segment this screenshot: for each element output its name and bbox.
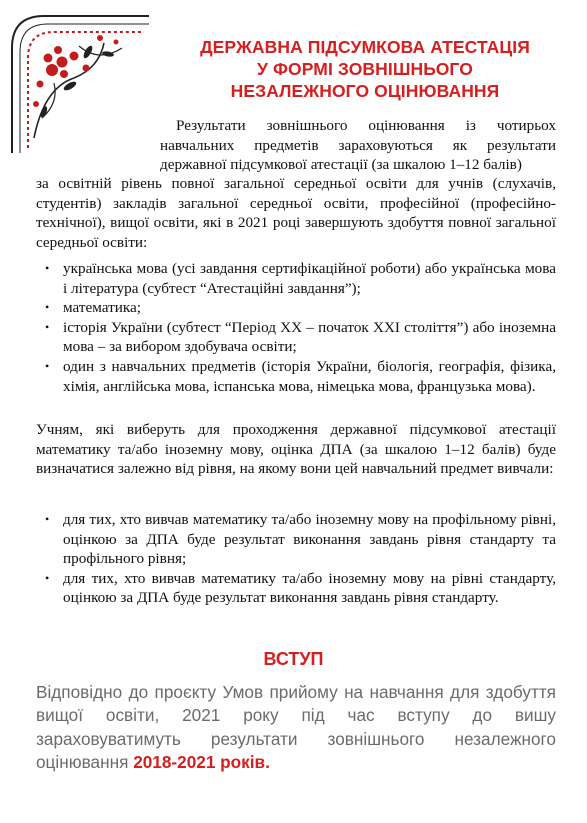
bullet-icon: • xyxy=(45,570,50,585)
bullet-icon: • xyxy=(45,512,50,526)
list-item: • математика; xyxy=(45,299,141,317)
intro-paragraph-continued: за освітній рівень повної загальної середньої освіти для учнів (слухачів, студентів) закладів загальної середньої освіти, професійної (професійно-технічної), вищої освіти, які в 2021 році завершують здобуття повної загальної середньої освіти: xyxy=(36,175,556,251)
list-item: • для тих, хто вивчав математику та/або іноземну мову на рівні стандарту, оцінкою за ДПА буде результат виконання завдань рівня стандарту. xyxy=(45,569,556,607)
list-item: • для тих, хто вивчав математику та/або іноземну мову на профільному рівні, оцінкою за ДПА буде результат виконання завдань рівня стандарту та профільного рівня; xyxy=(45,511,556,568)
title-line-3: НЕЗАЛЕЖНОГО ОЦІНЮВАННЯ xyxy=(230,81,500,101)
admission-years: 2018-2021 xyxy=(133,751,216,772)
intro-paragraph-start: Результати зовнішнього оцінювання із чотирьох навчальних предметів зараховуються як результати державної підсумкової атестації (за шкалою 1–12 балів) xyxy=(160,117,556,174)
bullet-icon: • xyxy=(45,358,50,373)
list-item: • один з навчальних предметів (історія України, біологія, географія, фізика, хімія, англійська мова, іспанська мова, німецька мова, французька мова). xyxy=(45,357,556,395)
bullet-icon: • xyxy=(45,261,50,275)
levels-list xyxy=(36,510,556,608)
subjects-list xyxy=(36,259,556,396)
admission-text: Відповідно до проєкту Умов прийому на навчання для здобуття вищої освіти, 2021 року під час вступу до вишу зараховуватимуть результати зовнішнього незалежного оцінювання xyxy=(36,682,556,772)
bullet-icon: • xyxy=(45,300,50,315)
title-line-1: ДЕРЖАВНА ПІДСУМКОВА АТЕСТАЦІЯ xyxy=(200,37,530,57)
list-item: • історія України (субтест “Період ХХ – початок ХХІ століття”) або іноземна мова – за вибором здобувача освіти; xyxy=(45,318,556,356)
admission-years-suffix: років. xyxy=(220,751,270,772)
embroidery-corner-ornament-icon xyxy=(4,8,154,158)
dpa-level-paragraph: Учням, які виберуть для проходження державної підсумкової атестації математику та/або іноземну мову, оцінка ДПА (за шкалою 1–12 балів) буде визначатися залежно від рівня, на якому вони цей навчальний предмет вивчали: xyxy=(36,421,556,478)
title-line-2: У ФОРМІ ЗОВНІШНЬОГО xyxy=(257,59,473,79)
list-item: • українська мова (усі завдання сертифікаційної роботи) або українська мова і література (субтест “Атестаційні завдання”); xyxy=(45,260,556,297)
admission-paragraph xyxy=(36,681,556,774)
bullet-icon: • xyxy=(45,319,50,334)
page-title xyxy=(160,36,570,102)
admission-heading: ВСТУП xyxy=(263,649,324,669)
